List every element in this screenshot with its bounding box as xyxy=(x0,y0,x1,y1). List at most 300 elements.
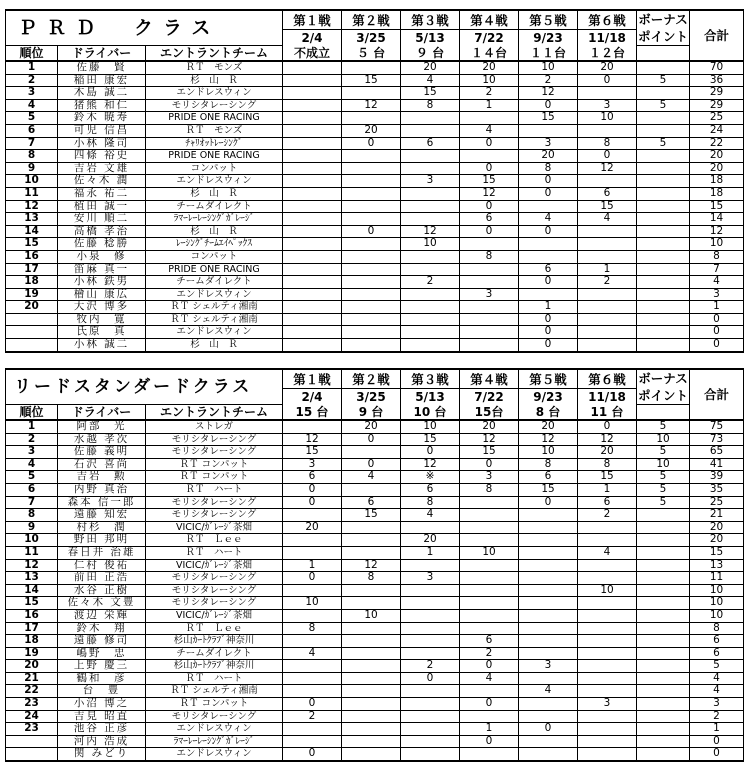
team-cell: モリシタレーシング xyxy=(146,496,283,509)
rs-standing-row xyxy=(6,509,744,522)
round-points-cell xyxy=(519,609,578,622)
bonus-points-cell: 10 xyxy=(637,433,690,446)
round-points-cell: 3 xyxy=(519,660,578,673)
bonus-points-cell xyxy=(637,597,690,610)
team-cell: エンドレスウィン xyxy=(146,723,283,736)
round-points-cell xyxy=(283,200,342,213)
bonus-points-cell xyxy=(637,534,690,547)
round-points-cell xyxy=(401,150,460,163)
round-points-cell: 8 xyxy=(283,622,342,635)
position-cell: 18 xyxy=(6,276,58,289)
round-points-cell: 20 xyxy=(519,150,578,163)
round-points-cell: 12 xyxy=(401,458,460,471)
rs-total-header: 合計 xyxy=(690,369,744,420)
round-points-cell: 2 xyxy=(578,276,637,289)
driver-cell: 吉岩 文雄 xyxy=(58,162,146,175)
round-points-cell xyxy=(401,723,460,736)
round-points-cell: 20 xyxy=(460,420,519,433)
round-points-cell: 4 xyxy=(401,509,460,522)
position-cell: 11 xyxy=(6,187,58,200)
bonus-points-cell xyxy=(637,672,690,685)
round-points-cell xyxy=(578,572,637,585)
round-points-cell: 2 xyxy=(283,710,342,723)
round-points-cell xyxy=(460,313,519,326)
position-cell: 2 xyxy=(6,433,58,446)
round-points-cell xyxy=(342,584,401,597)
round-points-cell xyxy=(342,647,401,660)
prd-header-column-row xyxy=(6,46,744,62)
driver-cell: 吉見 昭直 xyxy=(58,710,146,723)
team-cell: ストレガ xyxy=(146,420,283,433)
round-points-cell: 0 xyxy=(401,446,460,459)
round-points-cell: 0 xyxy=(342,458,401,471)
total-points-cell: 18 xyxy=(690,175,744,188)
round-points-cell: 20 xyxy=(578,61,637,74)
prd-round-name: 第４戦 xyxy=(460,10,519,30)
position-cell: 12 xyxy=(6,559,58,572)
bonus-points-cell xyxy=(637,622,690,635)
round-points-cell xyxy=(401,187,460,200)
rs-bonus-blank xyxy=(637,405,690,421)
round-points-cell xyxy=(283,150,342,163)
round-points-cell xyxy=(283,263,342,276)
round-points-cell: 15 xyxy=(342,74,401,87)
round-points-cell xyxy=(283,326,342,339)
driver-cell: 仁村 俊祐 xyxy=(58,559,146,572)
driver-cell: 遠藤 修司 xyxy=(58,635,146,648)
round-points-cell: 8 xyxy=(519,162,578,175)
rs-round-name: 第１戦 xyxy=(283,369,342,389)
round-points-cell xyxy=(519,672,578,685)
position-cell: 20 xyxy=(6,301,58,314)
round-points-cell xyxy=(460,572,519,585)
rs-body xyxy=(6,369,744,761)
prd-standing-row xyxy=(6,263,744,276)
round-points-cell xyxy=(342,710,401,723)
rs-standing-row xyxy=(6,635,744,648)
round-points-cell xyxy=(401,635,460,648)
rs-standing-row xyxy=(6,622,744,635)
driver-cell: 内野 真治 xyxy=(58,483,146,496)
round-points-cell xyxy=(401,162,460,175)
prd-round-date: 7/22 xyxy=(460,30,519,46)
round-points-cell xyxy=(460,710,519,723)
round-points-cell xyxy=(283,124,342,137)
round-points-cell: 4 xyxy=(401,74,460,87)
team-cell: チームダイレクト xyxy=(146,200,283,213)
prd-bonus-header: ボーナス ポイント xyxy=(637,12,688,44)
round-points-cell xyxy=(578,735,637,748)
round-points-cell xyxy=(519,200,578,213)
driver-cell: 遠藤 知宏 xyxy=(58,509,146,522)
round-points-cell: 15 xyxy=(578,471,637,484)
bonus-points-cell xyxy=(637,276,690,289)
total-points-cell: 29 xyxy=(690,87,744,100)
round-points-cell: 0 xyxy=(519,175,578,188)
rs-col-team: エントラントチーム xyxy=(146,405,283,421)
round-points-cell: 1 xyxy=(519,301,578,314)
prd-standing-row xyxy=(6,288,744,301)
round-points-cell xyxy=(578,597,637,610)
round-points-cell: 2 xyxy=(401,660,460,673)
round-points-cell xyxy=(283,546,342,559)
team-cell: 杉 山 Ｒ xyxy=(146,339,283,352)
position-cell: 13 xyxy=(6,572,58,585)
prd-standing-row xyxy=(6,339,744,352)
round-points-cell: 0 xyxy=(342,433,401,446)
round-points-cell: 3 xyxy=(578,698,637,711)
round-points-cell xyxy=(460,263,519,276)
round-points-cell xyxy=(283,175,342,188)
rs-round-name: 第２戦 xyxy=(342,369,401,389)
rs-round-count: 9 台 xyxy=(342,405,401,421)
driver-cell: 渡辺 栄輝 xyxy=(58,609,146,622)
round-points-cell: 1 xyxy=(283,559,342,572)
position-cell xyxy=(6,339,58,352)
rs-standing-row xyxy=(6,710,744,723)
total-points-cell: 10 xyxy=(690,597,744,610)
total-points-cell: 11 xyxy=(690,572,744,585)
position-cell: 17 xyxy=(6,622,58,635)
team-cell: ＲＴ シェルティ湘南 xyxy=(146,301,283,314)
round-points-cell xyxy=(460,534,519,547)
round-points-cell xyxy=(519,288,578,301)
round-points-cell: 10 xyxy=(342,609,401,622)
round-points-cell: 0 xyxy=(460,162,519,175)
prd-standing-row xyxy=(6,250,744,263)
team-cell: ﾗﾏｰﾚｰﾚｰｼﾝｸﾞｶﾞﾚｰｼﾞ xyxy=(146,735,283,748)
round-points-cell xyxy=(578,672,637,685)
team-cell: ＲＴ コンパット xyxy=(146,698,283,711)
rs-round-date: 5/13 xyxy=(401,389,460,405)
bonus-points-cell xyxy=(637,200,690,213)
position-cell: 5 xyxy=(6,112,58,125)
total-points-cell: 3 xyxy=(690,288,744,301)
round-points-cell: 1 xyxy=(460,723,519,736)
bonus-points-cell xyxy=(637,187,690,200)
round-points-cell xyxy=(519,238,578,251)
team-cell: PRIDE ONE RACING xyxy=(146,263,283,276)
round-points-cell xyxy=(578,748,637,761)
position-cell: 13 xyxy=(6,213,58,226)
total-points-cell: 10 xyxy=(690,609,744,622)
team-cell: チームダイレクト xyxy=(146,276,283,289)
total-points-cell: 1 xyxy=(690,301,744,314)
bonus-points-cell: 5 xyxy=(637,483,690,496)
rs-round-name: 第６戦 xyxy=(578,369,637,389)
round-points-cell xyxy=(283,238,342,251)
round-points-cell xyxy=(283,420,342,433)
rs-round-date: 9/23 xyxy=(519,389,578,405)
driver-cell: 水谷 正樹 xyxy=(58,584,146,597)
round-points-cell: 2 xyxy=(401,276,460,289)
prd-standing-row xyxy=(6,238,744,251)
rs-standing-row xyxy=(6,420,744,433)
total-points-cell: 4 xyxy=(690,685,744,698)
round-points-cell: 3 xyxy=(460,471,519,484)
position-cell: 5 xyxy=(6,471,58,484)
round-points-cell: 1 xyxy=(460,99,519,112)
round-points-cell: 8 xyxy=(519,458,578,471)
driver-cell: 池谷 正彦 xyxy=(58,723,146,736)
prd-round-name: 第２戦 xyxy=(342,10,401,30)
rs-standing-row xyxy=(6,546,744,559)
round-points-cell xyxy=(519,534,578,547)
rs-standing-row xyxy=(6,584,744,597)
team-cell: PRIDE ONE RACING xyxy=(146,112,283,125)
round-points-cell: 20 xyxy=(283,521,342,534)
prd-standing-row xyxy=(6,187,744,200)
round-points-cell xyxy=(578,723,637,736)
driver-cell: 佐藤 義明 xyxy=(58,446,146,459)
round-points-cell xyxy=(578,559,637,572)
position-cell: 16 xyxy=(6,609,58,622)
round-points-cell xyxy=(401,213,460,226)
round-points-cell: 0 xyxy=(519,313,578,326)
round-points-cell xyxy=(578,521,637,534)
driver-cell: 植田 誠一 xyxy=(58,200,146,213)
round-points-cell: 0 xyxy=(401,672,460,685)
round-points-cell xyxy=(401,313,460,326)
bonus-points-cell xyxy=(637,546,690,559)
rs-standing-row xyxy=(6,521,744,534)
prd-round-name: 第５戦 xyxy=(519,10,578,30)
prd-standing-row xyxy=(6,213,744,226)
round-points-cell: 8 xyxy=(342,572,401,585)
team-cell: エンドレスウィン xyxy=(146,326,283,339)
prd-col-team: エントラントチーム xyxy=(146,46,283,62)
round-points-cell xyxy=(519,521,578,534)
position-cell: 19 xyxy=(6,647,58,660)
driver-cell: 前田 正浩 xyxy=(58,572,146,585)
round-points-cell xyxy=(578,124,637,137)
round-points-cell xyxy=(283,735,342,748)
rs-round-date: 7/22 xyxy=(460,389,519,405)
total-points-cell: 0 xyxy=(690,748,744,761)
round-points-cell xyxy=(519,546,578,559)
team-cell: ＲＴ シェルティ湘南 xyxy=(146,685,283,698)
prd-bonus-blank xyxy=(637,46,690,62)
team-cell: PRIDE ONE RACING xyxy=(146,150,283,163)
round-points-cell xyxy=(283,635,342,648)
total-points-cell: 8 xyxy=(690,622,744,635)
bonus-points-cell: 5 xyxy=(637,496,690,509)
prd-standing-row xyxy=(6,175,744,188)
round-points-cell xyxy=(283,288,342,301)
total-points-cell: 3 xyxy=(690,698,744,711)
round-points-cell: 12 xyxy=(460,187,519,200)
bonus-points-cell xyxy=(637,263,690,276)
round-points-cell xyxy=(519,584,578,597)
round-points-cell xyxy=(342,483,401,496)
round-points-cell: 3 xyxy=(460,288,519,301)
team-cell: モリシタレーシング xyxy=(146,597,283,610)
bonus-points-cell: 5 xyxy=(637,137,690,150)
prd-standing-row xyxy=(6,87,744,100)
round-points-cell xyxy=(460,521,519,534)
round-points-cell xyxy=(342,698,401,711)
team-cell: 杉 山 Ｒ xyxy=(146,225,283,238)
round-points-cell: 0 xyxy=(519,326,578,339)
total-points-cell: 0 xyxy=(690,735,744,748)
driver-cell: 鶴和 彦 xyxy=(58,672,146,685)
bonus-points-cell: 5 xyxy=(637,420,690,433)
total-points-cell: 6 xyxy=(690,647,744,660)
total-points-cell: 2 xyxy=(690,710,744,723)
bonus-points-cell xyxy=(637,150,690,163)
round-points-cell xyxy=(283,61,342,74)
round-points-cell: 4 xyxy=(283,647,342,660)
rs-header-round-row xyxy=(6,369,744,389)
position-cell: 4 xyxy=(6,458,58,471)
round-points-cell xyxy=(342,723,401,736)
round-points-cell xyxy=(578,609,637,622)
round-points-cell xyxy=(342,175,401,188)
round-points-cell xyxy=(460,559,519,572)
round-points-cell xyxy=(342,112,401,125)
round-points-cell xyxy=(342,521,401,534)
round-points-cell: 0 xyxy=(519,339,578,352)
round-points-cell xyxy=(283,534,342,547)
round-points-cell: 20 xyxy=(460,61,519,74)
round-points-cell: 0 xyxy=(460,137,519,150)
position-cell: 16 xyxy=(6,250,58,263)
rs-col-pos: 順位 xyxy=(6,405,58,421)
round-points-cell xyxy=(283,584,342,597)
prd-round-count: ９ 台 xyxy=(401,46,460,62)
position-cell: 11 xyxy=(6,546,58,559)
round-points-cell xyxy=(578,326,637,339)
round-points-cell xyxy=(401,584,460,597)
round-points-cell: 0 xyxy=(283,572,342,585)
round-points-cell xyxy=(460,339,519,352)
round-points-cell xyxy=(342,250,401,263)
driver-cell: 小林 誠二 xyxy=(58,339,146,352)
position-cell: 22 xyxy=(6,685,58,698)
round-points-cell: 2 xyxy=(460,87,519,100)
round-points-cell xyxy=(460,326,519,339)
total-points-cell: 35 xyxy=(690,483,744,496)
round-points-cell xyxy=(283,112,342,125)
position-cell: 2 xyxy=(6,74,58,87)
round-points-cell: 6 xyxy=(342,496,401,509)
round-points-cell xyxy=(283,339,342,352)
round-points-cell xyxy=(401,326,460,339)
bonus-points-cell xyxy=(637,509,690,522)
round-points-cell: 1 xyxy=(578,263,637,276)
driver-cell: 佐々木 文豊 xyxy=(58,597,146,610)
round-points-cell: 10 xyxy=(519,446,578,459)
position-cell: 4 xyxy=(6,99,58,112)
round-points-cell: 15 xyxy=(401,433,460,446)
round-points-cell xyxy=(283,301,342,314)
prd-standing-row xyxy=(6,200,744,213)
position-cell xyxy=(6,326,58,339)
total-points-cell: 24 xyxy=(690,124,744,137)
total-points-cell: 20 xyxy=(690,521,744,534)
prd-standing-row xyxy=(6,301,744,314)
prd-round-count: 不成立 xyxy=(283,46,342,62)
round-points-cell xyxy=(342,162,401,175)
round-points-cell: 12 xyxy=(578,433,637,446)
round-points-cell xyxy=(283,74,342,87)
driver-cell: 小林 鉄男 xyxy=(58,276,146,289)
rs-header-column-row xyxy=(6,405,744,421)
round-points-cell xyxy=(460,748,519,761)
round-points-cell: 10 xyxy=(519,61,578,74)
round-points-cell xyxy=(283,276,342,289)
bonus-points-cell xyxy=(637,313,690,326)
rs-bonus-header: ボーナス ポイント xyxy=(637,371,688,403)
round-points-cell: 0 xyxy=(342,137,401,150)
driver-cell: 大沢 博多 xyxy=(58,301,146,314)
round-points-cell xyxy=(519,698,578,711)
rs-round-name: 第３戦 xyxy=(401,369,460,389)
position-cell: 10 xyxy=(6,534,58,547)
team-cell: ﾗﾏｰﾚｰﾚｰｼﾝｸﾞｶﾞﾚｰｼﾞ xyxy=(146,213,283,226)
rs-standing-row xyxy=(6,660,744,673)
position-cell: 23 xyxy=(6,723,58,736)
driver-cell: 台 豊 xyxy=(58,685,146,698)
total-points-cell: 12 xyxy=(690,225,744,238)
round-points-cell xyxy=(460,685,519,698)
round-points-cell: 0 xyxy=(460,225,519,238)
round-points-cell: 3 xyxy=(578,99,637,112)
total-points-cell: 65 xyxy=(690,446,744,459)
bonus-points-cell xyxy=(637,238,690,251)
round-points-cell xyxy=(401,597,460,610)
round-points-cell: 0 xyxy=(519,225,578,238)
round-points-cell xyxy=(401,521,460,534)
round-points-cell xyxy=(460,609,519,622)
rs-standing-row xyxy=(6,496,744,509)
round-points-cell: 15 xyxy=(342,509,401,522)
round-points-cell: 20 xyxy=(401,61,460,74)
prd-round-count: １４台 xyxy=(460,46,519,62)
round-points-cell: 8 xyxy=(401,99,460,112)
driver-cell: 可児 信昌 xyxy=(58,124,146,137)
rs-round-name: 第４戦 xyxy=(460,369,519,389)
round-points-cell: 0 xyxy=(283,698,342,711)
total-points-cell: 13 xyxy=(690,559,744,572)
round-points-cell xyxy=(283,313,342,326)
round-points-cell xyxy=(342,685,401,698)
prd-standing-row xyxy=(6,137,744,150)
round-points-cell xyxy=(578,534,637,547)
prd-round-count: ５ 台 xyxy=(342,46,401,62)
round-points-cell: 20 xyxy=(342,420,401,433)
driver-cell: 笛麻 真一 xyxy=(58,263,146,276)
round-points-cell xyxy=(283,187,342,200)
team-cell: モリシタレーシング xyxy=(146,584,283,597)
round-points-cell: 8 xyxy=(578,458,637,471)
round-points-cell: 6 xyxy=(460,635,519,648)
rs-standing-row xyxy=(6,471,744,484)
round-points-cell xyxy=(578,225,637,238)
team-cell: モリシタレーシング xyxy=(146,99,283,112)
round-points-cell xyxy=(283,685,342,698)
round-points-cell xyxy=(342,339,401,352)
driver-cell: 佐藤 賢 xyxy=(58,61,146,74)
position-cell: 23 xyxy=(6,698,58,711)
bonus-points-cell xyxy=(637,326,690,339)
team-cell: エンドレスウィン xyxy=(146,748,283,761)
bonus-points-cell xyxy=(637,124,690,137)
round-points-cell xyxy=(578,660,637,673)
round-points-cell xyxy=(342,150,401,163)
round-points-cell xyxy=(578,685,637,698)
round-points-cell: 6 xyxy=(460,213,519,226)
